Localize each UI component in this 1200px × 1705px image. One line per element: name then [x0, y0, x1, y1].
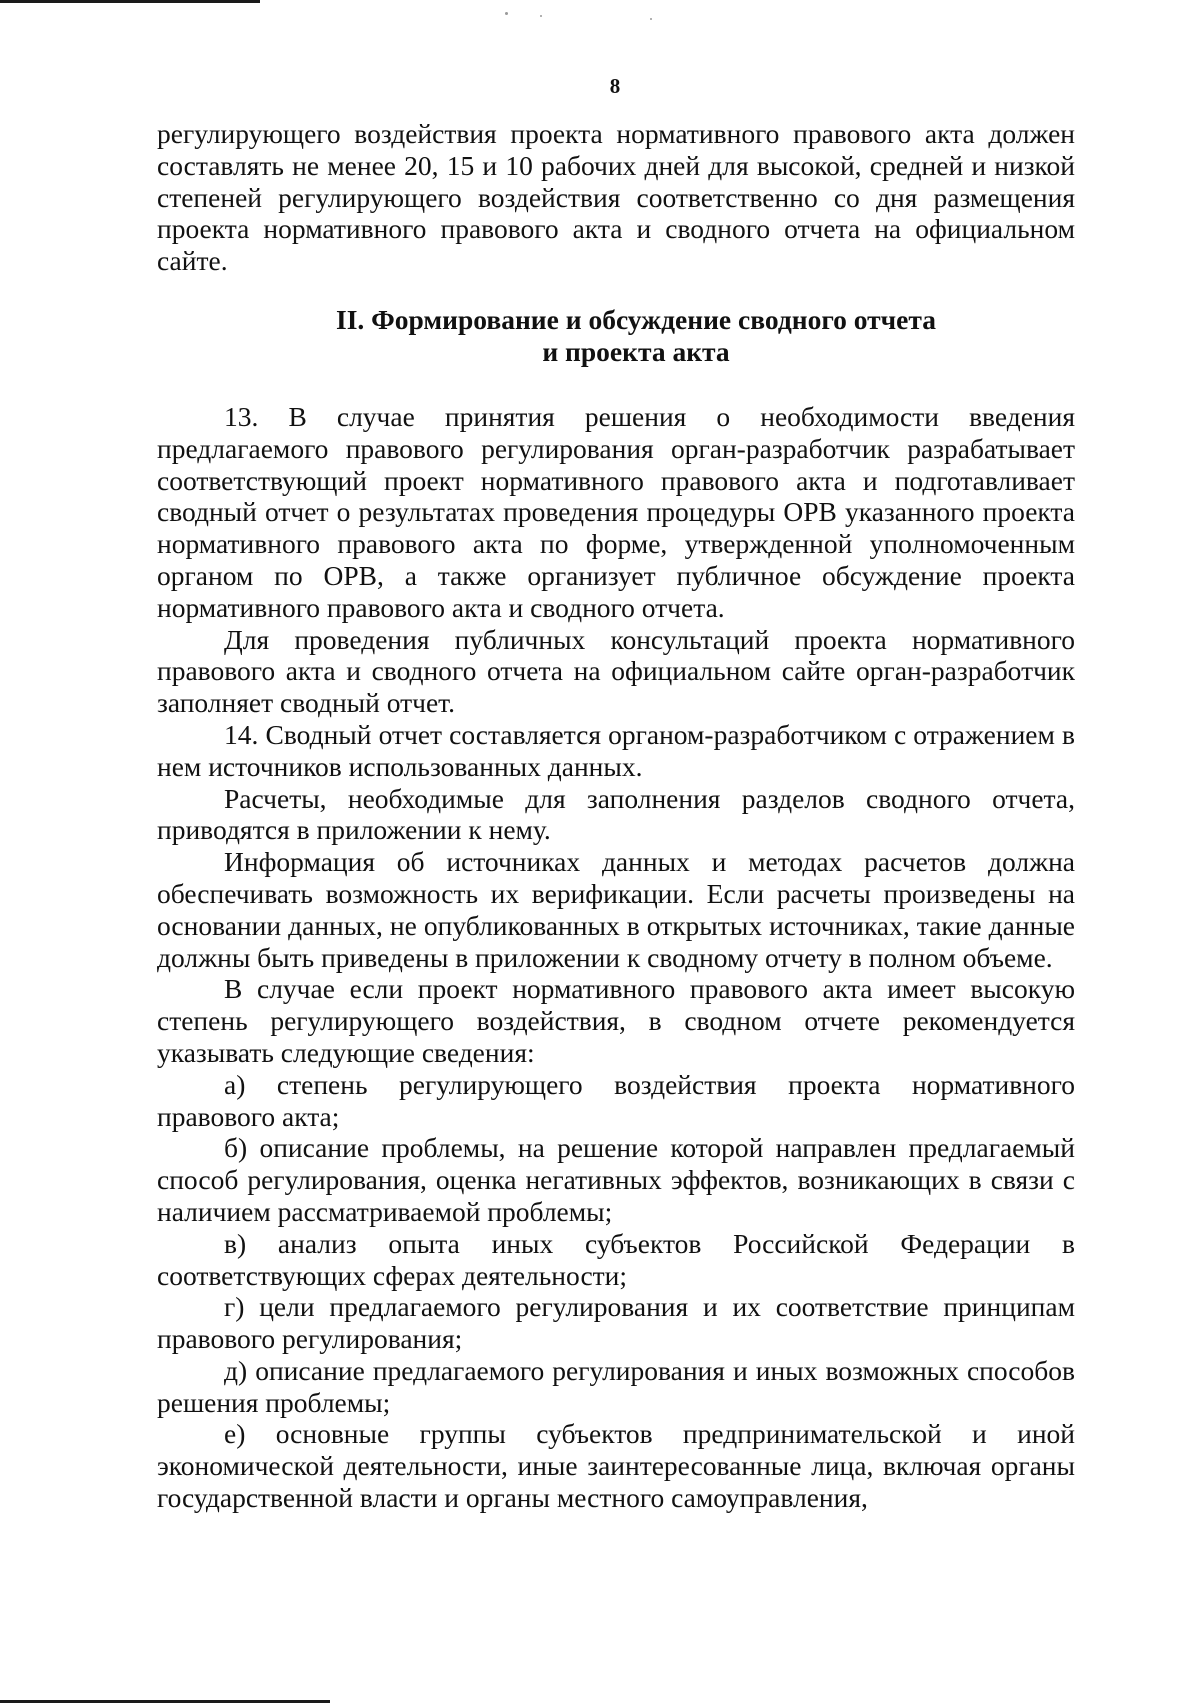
- scan-speck: [540, 15, 542, 17]
- paragraph-high-impact: В случае если проект нормативного правового акта имеет высокую степень регулирующего воздействия, в сводном отчете рекомендуется указывать следующие сведения:: [157, 973, 1075, 1068]
- opening-paragraph: регулирующего воздействия проекта нормативного правового акта должен составлять не менее 20, 15 и 10 рабочих дней для высокой, средней и низкой степеней регулирующего воздействия соответственно со дня размещения проекта нормативного правового акта и сводного отчета на официальном сайте.: [157, 118, 1075, 277]
- scan-border-bottom: [0, 1700, 330, 1703]
- list-item-b: б) описание проблемы, на решение которой направлен предлагаемый способ регулирования, оценка негативных эффектов, возникающих в связи с наличием рассматриваемой проблемы;: [157, 1132, 1075, 1227]
- list-item-v: в) анализ опыта иных субъектов Российской Федерации в соответствующих сферах деятельности;: [157, 1227, 1075, 1291]
- list-item-d: д) описание предлагаемого регулирования и иных возможных способов решения проблемы;: [157, 1354, 1075, 1418]
- paragraph-calculations: Расчеты, необходимые для заполнения разделов сводного отчета, приводятся в приложении к нему.: [157, 782, 1075, 846]
- paragraph-13: 13. В случае принятия решения о необходимости введения предлагаемого правового регулирования орган-разработчик разрабатывает соответствующий проект нормативного правового акта и подготавливает сводный отчет о результатах проведения процедуры ОРВ указанного проекта нормативного правового акта по форме, утвержденной уполномоченным органом по ОРВ, а также организует публичное обсуждение проекта нормативного правового акта и сводного отчета.: [157, 400, 1075, 623]
- list-item-a: а) степень регулирующего воздействия проекта нормативного правового акта;: [157, 1068, 1075, 1132]
- section-heading-line-2: и проекта акта: [542, 335, 730, 367]
- paragraph-public-consultations: Для проведения публичных консультаций проекта нормативного правового акта и сводного отчета на официальном сайте орган-разработчик заполняет сводный отчет.: [157, 623, 1075, 719]
- section-heading: [157, 304, 1075, 368]
- page-number: 8: [609, 74, 621, 98]
- list-item-e: е) основные группы субъектов предпринимательской и иной экономической деятельности, иные заинтересованные лица, включая органы государственной власти и органы местного самоуправления,: [157, 1418, 1075, 1514]
- scan-speck: [650, 18, 652, 20]
- document-body: [157, 118, 1075, 1514]
- paragraph-data-sources: Информация об источниках данных и методах расчетов должна обеспечивать возможность их верификации. Если расчеты произведены на основании данных, не опубликованных в открытых источниках, такие данные должны быть приведены в приложении к сводному отчету в полном объеме.: [157, 846, 1075, 973]
- scan-border-top: [0, 0, 260, 3]
- scan-speck: [505, 12, 508, 15]
- paragraph-14: 14. Сводный отчет составляется органом-разработчиком с отражением в нем источников использованных данных.: [157, 718, 1075, 782]
- section-heading-line-1: II. Формирование и обсуждение сводного отчета: [336, 303, 936, 335]
- list-item-g: г) цели предлагаемого регулирования и их соответствие принципам правового регулирования;: [157, 1291, 1075, 1355]
